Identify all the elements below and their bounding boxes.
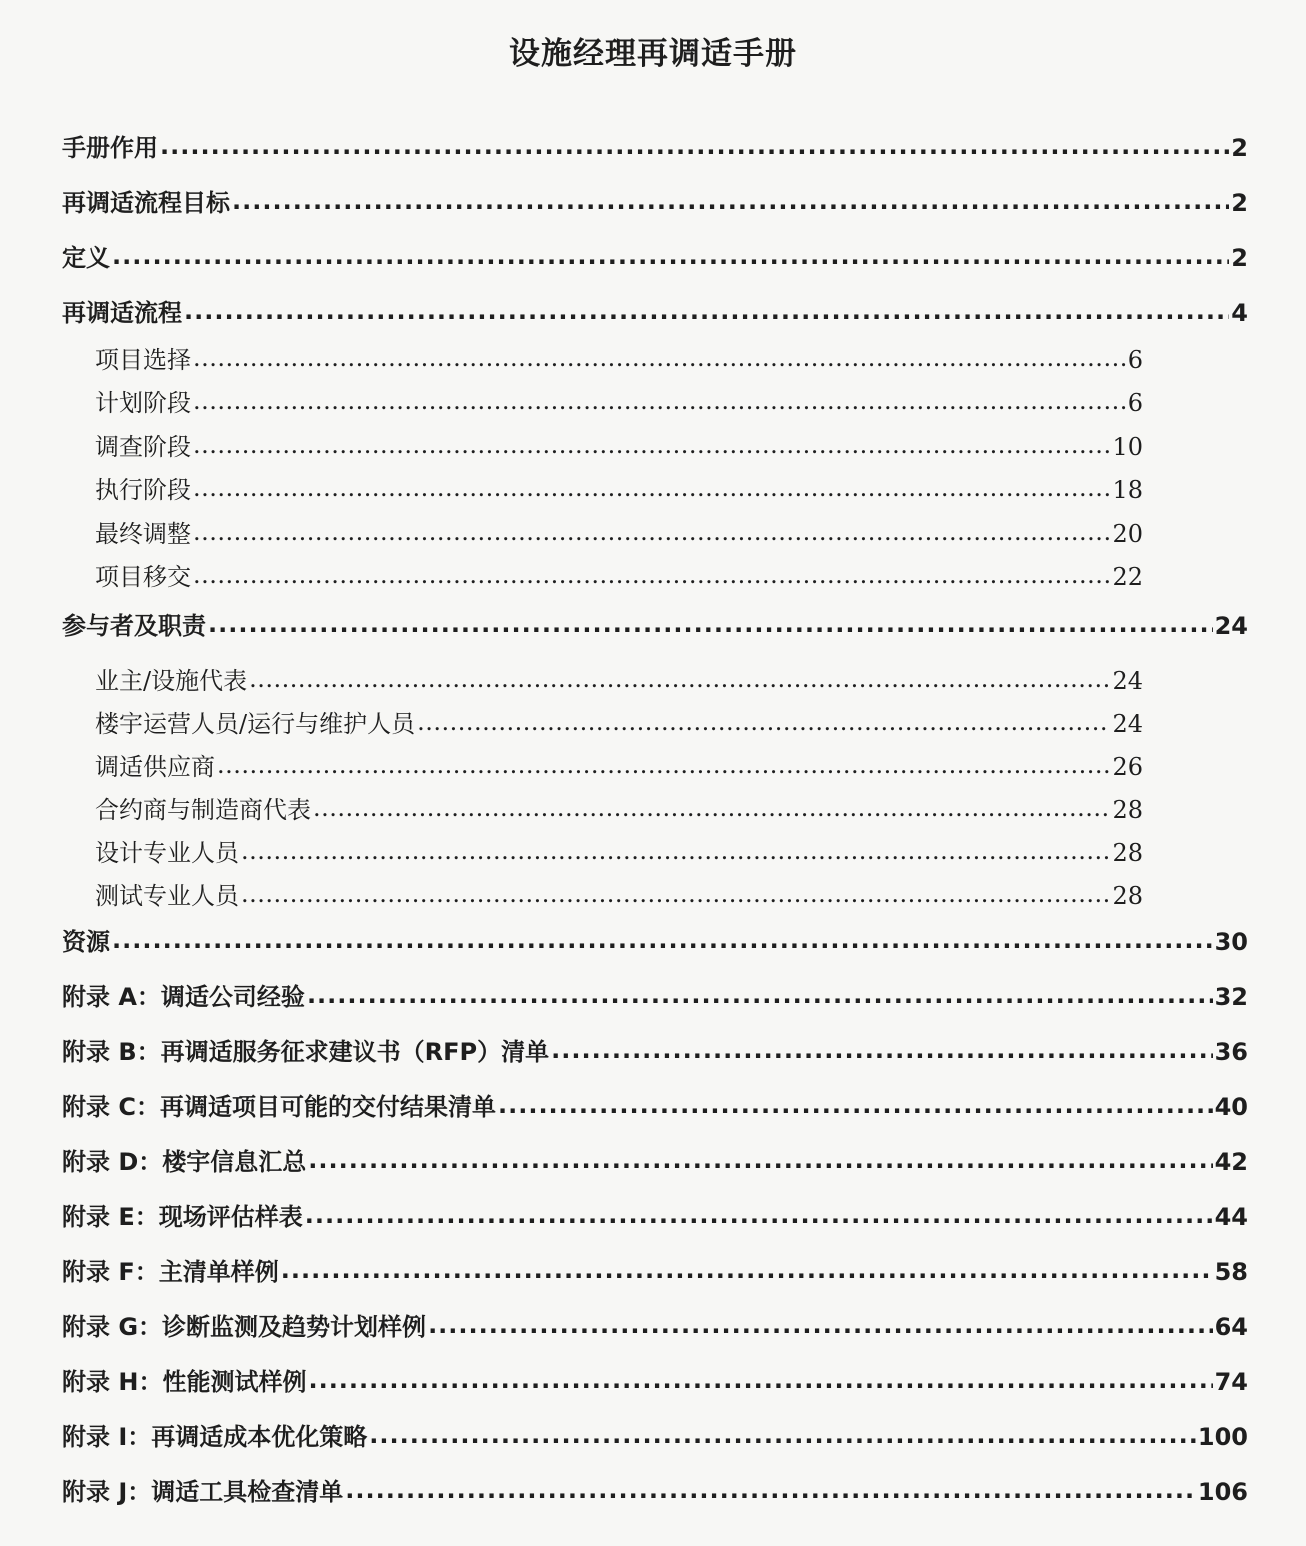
toc-entry-label: 参与者及职责	[62, 612, 206, 640]
toc-entry-page-number: 42	[1214, 1148, 1248, 1176]
toc-entry[interactable]	[62, 238, 1248, 272]
toc-entry-label: 资源	[62, 928, 110, 956]
toc-entry-label: 附录 J：调适工具检查清单	[62, 1478, 344, 1506]
toc-entry-label: 附录 D：楼宇信息汇总	[62, 1148, 307, 1176]
dot-leader	[241, 880, 1110, 908]
toc-entry-label: 业主/设施代表	[95, 667, 248, 695]
toc-entry-page-number: 44	[1214, 1203, 1248, 1231]
toc-entry-page-number: 22	[1112, 563, 1143, 591]
toc-entry-page-number: 24	[1112, 710, 1143, 738]
toc-entry[interactable]	[62, 183, 1248, 217]
toc-entry[interactable]	[62, 977, 1248, 1011]
dot-leader	[193, 387, 1126, 415]
dot-leader	[184, 297, 1229, 325]
dot-leader	[308, 1146, 1212, 1174]
toc-entry-label: 调适供应商	[95, 753, 215, 781]
dot-leader	[498, 1091, 1213, 1119]
toc-entry-label: 楼宇运营人员/运行与维护人员	[95, 710, 416, 738]
toc-entry-page-number: 2	[1231, 189, 1248, 217]
toc-entry-page-number: 24	[1112, 667, 1143, 695]
toc-entry[interactable]	[95, 383, 1143, 417]
toc-entry-page-number: 2	[1231, 244, 1248, 272]
dot-leader	[345, 1476, 1196, 1504]
toc-entry-label: 附录 A：调适公司经验	[62, 983, 305, 1011]
toc-entry[interactable]	[62, 1087, 1248, 1121]
dot-leader	[232, 187, 1229, 215]
toc-entry-label: 附录 G：诊断监测及趋势计划样例	[62, 1313, 427, 1341]
dot-leader	[160, 132, 1229, 160]
toc-entry[interactable]	[62, 293, 1248, 327]
toc-entry-page-number: 30	[1214, 928, 1248, 956]
toc-entry[interactable]	[95, 661, 1143, 695]
toc-entry-page-number: 58	[1214, 1258, 1248, 1286]
dot-leader	[193, 344, 1126, 372]
dot-leader	[281, 1256, 1213, 1284]
toc-entry[interactable]	[62, 1197, 1248, 1231]
toc-entry-page-number: 26	[1112, 753, 1143, 781]
toc-entry[interactable]	[62, 1417, 1248, 1451]
toc-entry-label: 定义	[62, 244, 110, 272]
toc-entry-label: 项目移交	[95, 563, 191, 591]
dot-leader	[249, 665, 1110, 693]
toc-entry[interactable]	[95, 340, 1143, 374]
toc-entry-label: 计划阶段	[95, 389, 191, 417]
toc-entry-page-number: 28	[1112, 882, 1143, 910]
toc-entry[interactable]	[95, 427, 1143, 461]
toc-entry-label: 测试专业人员	[95, 882, 239, 910]
toc-entry[interactable]	[62, 1362, 1248, 1396]
toc-entry-page-number: 28	[1112, 796, 1143, 824]
toc-entry-label: 附录 H：性能测试样例	[62, 1368, 307, 1396]
toc-entry-page-number: 10	[1112, 433, 1143, 461]
toc-entry-page-number: 24	[1214, 612, 1248, 640]
toc-entry-page-number: 28	[1112, 839, 1143, 867]
toc-entry[interactable]	[95, 704, 1143, 738]
toc-entry-page-number: 2	[1231, 134, 1248, 162]
toc-entry[interactable]	[62, 606, 1248, 640]
dot-leader	[241, 837, 1110, 865]
dot-leader	[193, 474, 1110, 502]
dot-leader	[208, 610, 1213, 638]
toc-entry[interactable]	[95, 790, 1143, 824]
toc-entry-page-number: 6	[1127, 346, 1143, 374]
toc-entry[interactable]	[62, 1252, 1248, 1286]
toc-entry-page-number: 6	[1127, 389, 1143, 417]
dot-leader	[369, 1421, 1196, 1449]
toc-entry[interactable]	[95, 876, 1143, 910]
toc-entry-label: 手册作用	[62, 134, 158, 162]
toc-entry[interactable]	[62, 1032, 1248, 1066]
toc-entry-page-number: 18	[1112, 476, 1143, 504]
toc-entry[interactable]	[62, 1472, 1248, 1506]
dot-leader	[313, 794, 1110, 822]
toc-entry[interactable]	[95, 833, 1143, 867]
dot-leader	[112, 242, 1229, 270]
toc-entry[interactable]	[62, 1307, 1248, 1341]
toc-entry-label: 附录 F：主清单样例	[62, 1258, 279, 1286]
toc-entry-label: 附录 B：再调适服务征求建议书（RFP）清单	[62, 1038, 550, 1066]
toc-entry-label: 再调适流程	[62, 299, 182, 327]
dot-leader	[308, 1366, 1212, 1394]
toc-entry[interactable]	[95, 557, 1143, 591]
toc-entry[interactable]	[95, 470, 1143, 504]
toc-entry-page-number: 100	[1197, 1423, 1248, 1451]
toc-entry-page-number: 64	[1214, 1313, 1248, 1341]
dot-leader	[417, 708, 1110, 736]
dot-leader	[217, 751, 1110, 779]
toc-entry[interactable]	[95, 514, 1143, 548]
toc-entry[interactable]	[62, 922, 1248, 956]
toc-entry-label: 附录 E：现场评估样表	[62, 1203, 303, 1231]
dot-leader	[428, 1311, 1213, 1339]
dot-leader	[193, 518, 1110, 546]
dot-leader	[305, 1201, 1213, 1229]
toc-entry-label: 合约商与制造商代表	[95, 796, 311, 824]
toc-entry-page-number: 4	[1231, 299, 1248, 327]
toc-entry-label: 再调适流程目标	[62, 189, 230, 217]
toc-entry-page-number: 32	[1214, 983, 1248, 1011]
dot-leader	[193, 431, 1110, 459]
dot-leader	[112, 926, 1213, 954]
toc-entry-label: 项目选择	[95, 346, 191, 374]
dot-leader	[551, 1036, 1212, 1064]
toc-entry-label: 设计专业人员	[95, 839, 239, 867]
document-title: 设施经理再调适手册	[509, 36, 797, 72]
toc-entry-page-number: 40	[1214, 1093, 1248, 1121]
toc-entry-label: 附录 I：再调适成本优化策略	[62, 1423, 368, 1451]
toc-entry-page-number: 20	[1112, 520, 1143, 548]
toc-entry-label: 最终调整	[95, 520, 191, 548]
toc-entry[interactable]	[62, 128, 1248, 162]
toc-entry[interactable]	[95, 747, 1143, 781]
toc-entry-page-number: 106	[1197, 1478, 1248, 1506]
dot-leader	[193, 561, 1110, 589]
dot-leader	[307, 981, 1213, 1009]
toc-entry-label: 附录 C：再调适项目可能的交付结果清单	[62, 1093, 496, 1121]
toc-entry-page-number: 74	[1214, 1368, 1248, 1396]
toc-entry-label: 执行阶段	[95, 476, 191, 504]
toc-entry[interactable]	[62, 1142, 1248, 1176]
toc-entry-page-number: 36	[1214, 1038, 1248, 1066]
toc-entry-label: 调查阶段	[95, 433, 191, 461]
